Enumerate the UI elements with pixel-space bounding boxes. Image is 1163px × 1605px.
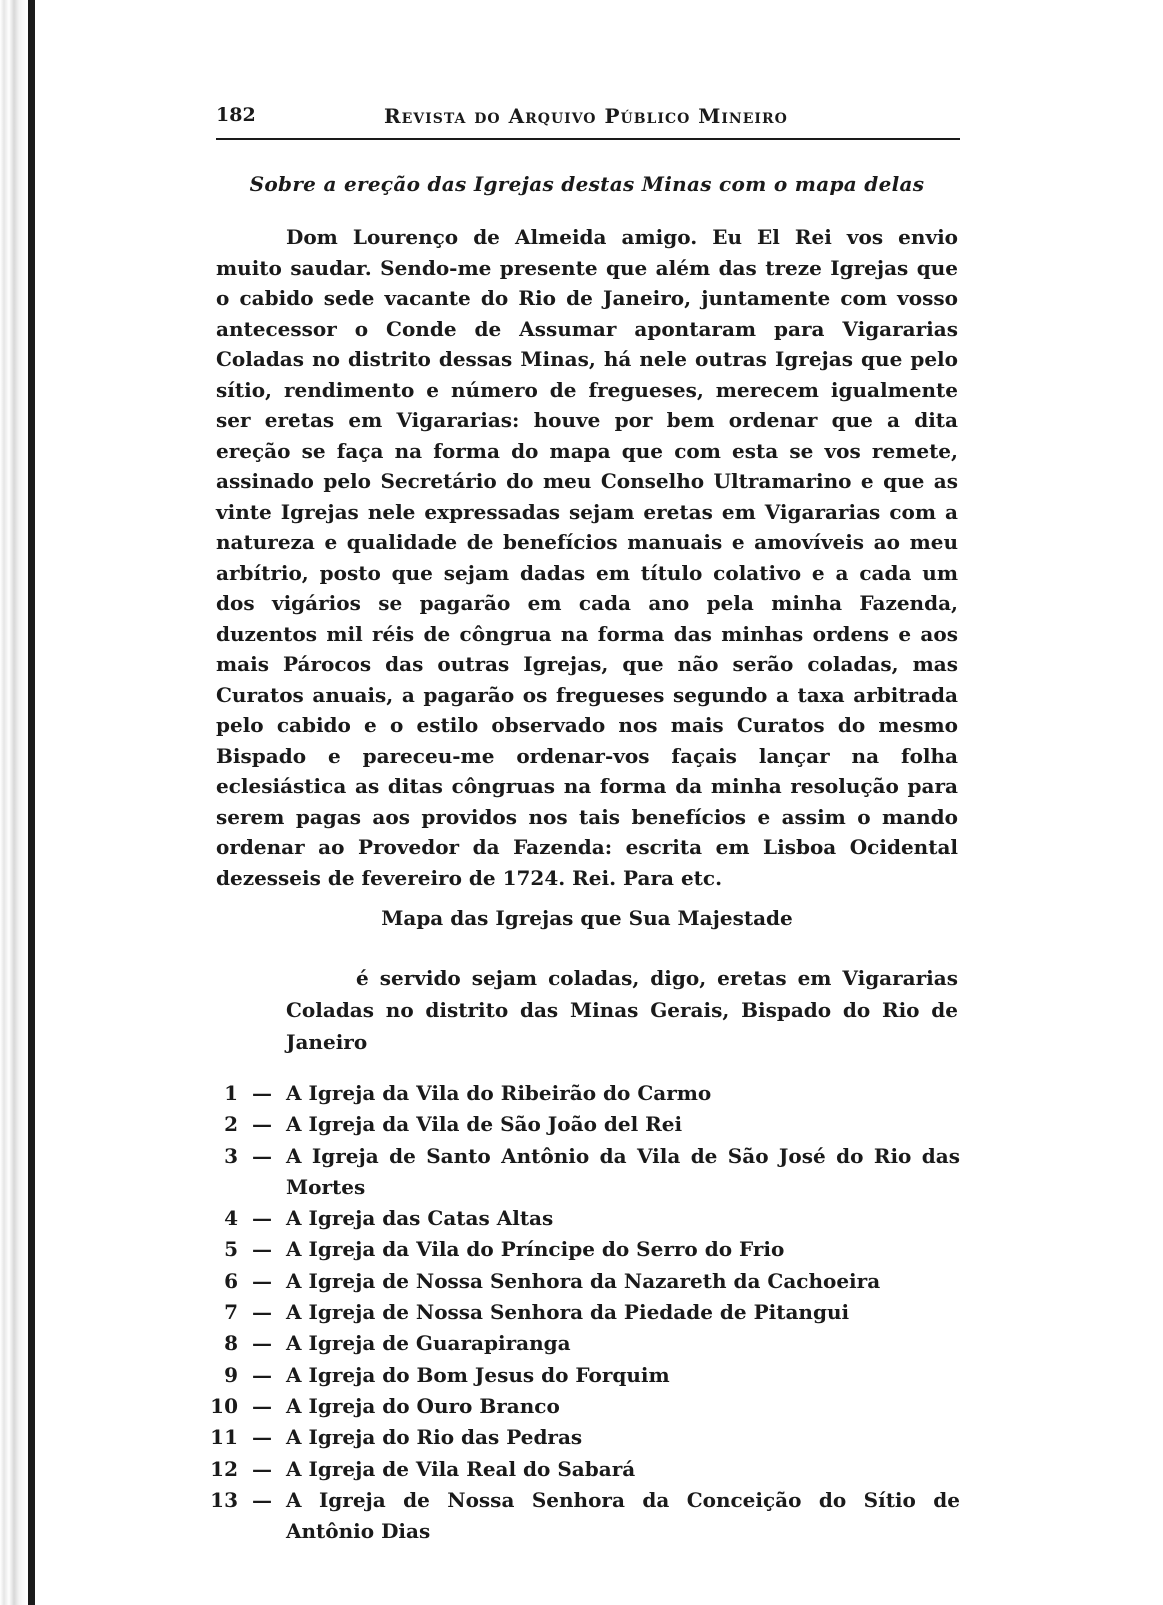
- church-name: A Igreja da Vila do Ribeirão do Carmo: [286, 1081, 712, 1105]
- church-name: A Igreja de Nossa Senhora da Nazareth da Cachoeira: [286, 1268, 881, 1293]
- journal-title: Revista do Arquivo Público Mineiro: [384, 104, 788, 128]
- list-item: [200, 1266, 960, 1297]
- map-heading: Mapa das Igrejas que Sua Majestade: [381, 906, 793, 930]
- list-item: [200, 1078, 960, 1109]
- dash-separator: —: [252, 1237, 272, 1262]
- list-item: [200, 1485, 960, 1548]
- running-header: [216, 104, 958, 138]
- book-binding-shadow: [28, 0, 35, 1605]
- church-number: 1: [224, 1081, 238, 1105]
- dash-separator: —: [252, 1393, 272, 1418]
- church-name: A Igreja do Bom Jesus do Forquim: [286, 1362, 670, 1387]
- church-number: 10: [210, 1393, 238, 1418]
- list-item: [200, 1454, 960, 1485]
- dash-separator: —: [252, 1112, 272, 1137]
- church-name: A Igreja da Vila do Príncipe do Serro do Frio: [286, 1237, 785, 1262]
- list-item: [200, 1422, 960, 1453]
- church-number: 12: [210, 1456, 238, 1481]
- list-item: [200, 1234, 960, 1265]
- page-number: 182: [216, 104, 256, 126]
- church-name: A Igreja do Rio das Pedras: [286, 1425, 583, 1450]
- scanned-page-edge: [0, 0, 26, 1605]
- church-name: A Igreja da Vila de São João del Rei: [286, 1112, 683, 1137]
- church-name: A Igreja de Nossa Senhora da Conceição do Sítio de Antônio Dias: [286, 1487, 960, 1544]
- church-name: A Igreja de Santo Antônio da Vila de São José do Rio das Mortes: [286, 1143, 960, 1199]
- church-name: A Igreja de Nossa Senhora da Piedade de Pitangui: [286, 1300, 850, 1325]
- dash-separator: —: [252, 1143, 272, 1168]
- church-number: 7: [224, 1300, 238, 1325]
- church-list: [200, 1078, 960, 1547]
- church-number: 9: [224, 1362, 238, 1387]
- dash-separator: —: [252, 1456, 272, 1481]
- dash-separator: —: [252, 1362, 272, 1387]
- church-name: A Igreja de Guarapiranga: [286, 1331, 571, 1356]
- header-divider: [216, 138, 960, 140]
- church-number: 2: [224, 1112, 238, 1137]
- church-number: 3: [224, 1143, 238, 1168]
- dash-separator: —: [252, 1081, 272, 1105]
- church-number: 11: [210, 1425, 238, 1450]
- church-number: 5: [224, 1237, 238, 1262]
- church-number: 4: [224, 1206, 238, 1231]
- list-item: [200, 1328, 960, 1359]
- map-subtitle: é servido sejam coladas, digo, eretas em Vigararias Coladas no distrito das Minas Gerais, Bispado do Rio de Janeiro: [286, 966, 958, 1054]
- church-number: 6: [224, 1268, 238, 1293]
- dash-separator: —: [252, 1300, 272, 1325]
- church-name: A Igreja das Catas Altas: [286, 1206, 554, 1231]
- list-item: [200, 1141, 960, 1204]
- church-name: A Igreja de Vila Real do Sabará: [286, 1456, 636, 1481]
- church-number: 8: [224, 1331, 238, 1356]
- list-item: [200, 1391, 960, 1422]
- dash-separator: —: [252, 1268, 272, 1293]
- list-item: [200, 1297, 960, 1328]
- dash-separator: —: [252, 1425, 272, 1450]
- letter-title: Sobre a ereção das Igrejas destas Minas com o mapa delas: [249, 172, 925, 196]
- church-name: A Igreja do Ouro Branco: [286, 1393, 560, 1418]
- list-item: [200, 1360, 960, 1391]
- dash-separator: —: [252, 1331, 272, 1356]
- church-number: 13: [210, 1487, 238, 1512]
- list-item: [200, 1203, 960, 1234]
- letter-body: Dom Lourenço de Almeida amigo. Eu El Rei vos envio muito saudar. Sendo-me presente que além das treze Igrejas que o cabido sede vacante do Rio de Janeiro, juntamente com vosso antecessor o Conde de Assumar apontaram para Vigararias Coladas no distrito dessas Minas, há nele outras Igrejas que pelo sítio, rendimento e número de fregueses, merecem igualmente ser eretas em Vigararias: houve por bem ordenar que a dita ereção se faça na forma do mapa que com esta se vos remete, assinado pelo Secretário do meu Conselho Ultramarino e que as vinte Igrejas nele expressadas sejam eretas em Vigararias com a natureza e qualidade de benefícios manuais e amovíveis ao meu arbítrio, posto que sejam dadas em título colativo e a cada um dos vigários se pagarão em cada ano pela minha Fazenda, duzentos mil réis de côngrua na forma das minhas ordens e aos mais Párocos das outras Igrejas, que não serão coladas, mas Curatos anuais, a pagarão os fregueses segundo a taxa arbitrada pelo cabido e o estilo observado nos mais Curatos do mesmo Bispado e pareceu-me ordenar-vos façais lançar na folha eclesiástica as ditas côngruas na forma da minha resolução para serem pagas aos providos nos tais benefícios e assim o mando ordenar ao Provedor da Fazenda: escrita em Lisboa Ocidental dezesseis de fevereiro de 1724. Rei. Para etc.: [216, 225, 958, 890]
- list-item: [200, 1109, 960, 1140]
- dash-separator: —: [252, 1487, 272, 1512]
- dash-separator: —: [252, 1206, 272, 1231]
